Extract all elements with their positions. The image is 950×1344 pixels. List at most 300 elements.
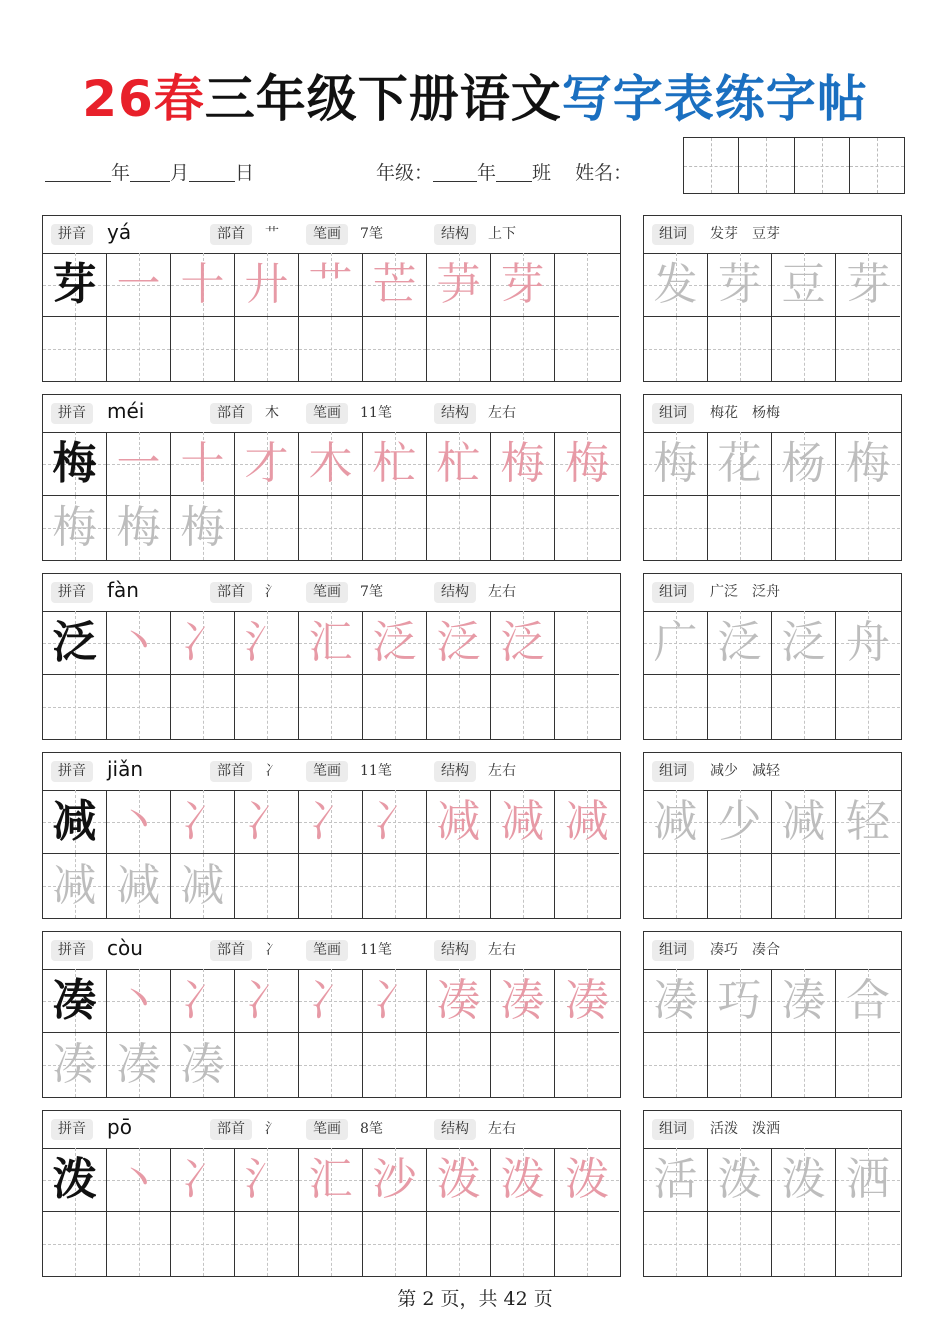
month-field[interactable] bbox=[130, 163, 170, 182]
word-trace-character: 豆 bbox=[781, 259, 826, 310]
word-cell[interactable] bbox=[644, 317, 708, 381]
title-part-3: 写字表练字帖 bbox=[561, 70, 868, 128]
page-number: 第 2 页，共 42 页 bbox=[397, 1288, 553, 1310]
word-cell[interactable] bbox=[708, 1212, 772, 1276]
word-cell[interactable] bbox=[708, 854, 772, 918]
word-cell[interactable] bbox=[836, 253, 900, 317]
pinyin-label: 拼音 bbox=[51, 761, 93, 782]
stroke-order-character: 减 bbox=[436, 796, 481, 847]
title-part-2: 三年级下册语文 bbox=[204, 70, 562, 128]
word-cell[interactable] bbox=[836, 611, 900, 675]
stroke-order-character: 丶 bbox=[116, 1154, 161, 1205]
writing-cell[interactable] bbox=[363, 675, 427, 739]
structure-label: 结构 bbox=[434, 1119, 476, 1140]
panel-header bbox=[644, 216, 901, 254]
writing-cell[interactable] bbox=[235, 969, 299, 1033]
structure-value: 上下 bbox=[488, 226, 516, 242]
writing-cell[interactable] bbox=[43, 1148, 107, 1212]
stroke-order-character: 梅 bbox=[500, 438, 545, 489]
writing-cell[interactable] bbox=[555, 432, 619, 496]
writing-cell[interactable] bbox=[555, 496, 619, 560]
writing-cell[interactable] bbox=[363, 1212, 427, 1276]
writing-cell[interactable] bbox=[299, 854, 363, 918]
writing-cell[interactable] bbox=[43, 969, 107, 1033]
writing-grid bbox=[43, 432, 620, 560]
word-trace-character: 泛 bbox=[717, 617, 762, 668]
title-part-1: 26春 bbox=[82, 70, 205, 128]
writing-cell[interactable] bbox=[107, 790, 171, 854]
word-cell[interactable] bbox=[772, 317, 836, 381]
writing-cell[interactable] bbox=[299, 496, 363, 560]
writing-cell[interactable] bbox=[171, 496, 235, 560]
radical-value: 冫 bbox=[265, 942, 279, 958]
writing-cell[interactable] bbox=[107, 496, 171, 560]
writing-cell[interactable] bbox=[555, 1212, 619, 1276]
stroke-order-character: 冫 bbox=[180, 975, 225, 1026]
model-character: 凑 bbox=[52, 975, 97, 1026]
word-trace-character: 泛 bbox=[781, 617, 826, 668]
trace-character: 梅 bbox=[52, 502, 97, 553]
stroke-order-character: 杧 bbox=[372, 438, 417, 489]
stroke-order-character: 氵 bbox=[244, 1154, 289, 1205]
word-cell[interactable] bbox=[836, 1033, 900, 1097]
writing-cell[interactable] bbox=[171, 611, 235, 675]
grade-field[interactable] bbox=[433, 163, 477, 182]
writing-cell[interactable] bbox=[427, 790, 491, 854]
name-cell[interactable] bbox=[739, 138, 794, 193]
radical-label: 部首 bbox=[210, 403, 252, 424]
word-trace-character: 减 bbox=[781, 796, 826, 847]
writing-cell[interactable] bbox=[235, 611, 299, 675]
writing-cell[interactable] bbox=[491, 496, 555, 560]
writing-cell[interactable] bbox=[171, 1212, 235, 1276]
word-trace-character: 洒 bbox=[846, 1154, 890, 1205]
word-cell[interactable] bbox=[836, 432, 900, 496]
writing-cell[interactable] bbox=[363, 317, 427, 381]
word-trace-character: 梅 bbox=[846, 438, 890, 489]
word-practice-panel bbox=[643, 931, 902, 1098]
writing-cell[interactable] bbox=[427, 496, 491, 560]
writing-cell[interactable] bbox=[363, 1033, 427, 1097]
stroke-order-character: 泼 bbox=[565, 1154, 609, 1205]
word-trace-character: 凑 bbox=[653, 975, 698, 1026]
word-cell[interactable] bbox=[772, 1033, 836, 1097]
pinyin-value: yá bbox=[107, 220, 132, 244]
writing-cell[interactable] bbox=[107, 1148, 171, 1212]
word-cell[interactable] bbox=[644, 969, 708, 1033]
writing-cell[interactable] bbox=[107, 317, 171, 381]
writing-cell[interactable] bbox=[299, 611, 363, 675]
writing-grid bbox=[43, 611, 620, 739]
writing-cell[interactable] bbox=[107, 253, 171, 317]
stroke-order-character: 杧 bbox=[436, 438, 481, 489]
words-value: 广泛 泛舟 bbox=[710, 584, 780, 600]
radical-value: 冫 bbox=[265, 763, 279, 779]
stroke-order-character: 冫 bbox=[180, 1154, 225, 1205]
radical-label: 部首 bbox=[210, 582, 252, 603]
name-cell[interactable] bbox=[795, 138, 850, 193]
word-trace-character: 巧 bbox=[717, 975, 762, 1026]
writing-cell[interactable] bbox=[43, 1212, 107, 1276]
word-practice-panel bbox=[643, 215, 902, 382]
panel-header bbox=[43, 753, 620, 791]
writing-cell[interactable] bbox=[171, 1033, 235, 1097]
structure-value: 左右 bbox=[488, 405, 516, 421]
structure-label: 结构 bbox=[434, 940, 476, 961]
writing-cell[interactable] bbox=[43, 317, 107, 381]
writing-cell[interactable] bbox=[43, 854, 107, 918]
name-cell[interactable] bbox=[850, 138, 904, 193]
radical-label: 部首 bbox=[210, 1119, 252, 1140]
word-cell[interactable] bbox=[772, 1148, 836, 1212]
word-cell[interactable] bbox=[644, 496, 708, 560]
writing-cell[interactable] bbox=[43, 253, 107, 317]
writing-cell[interactable] bbox=[43, 611, 107, 675]
word-practice-panel bbox=[643, 394, 902, 561]
structure-value: 左右 bbox=[488, 763, 516, 779]
stroke-order-character: 冫 bbox=[180, 796, 225, 847]
class-label: 班 bbox=[532, 162, 552, 184]
word-trace-character: 活 bbox=[653, 1154, 698, 1205]
radical-value: 氵 bbox=[265, 1121, 279, 1137]
writing-cell[interactable] bbox=[491, 854, 555, 918]
writing-cell[interactable] bbox=[235, 854, 299, 918]
class-line bbox=[376, 158, 632, 185]
radical-label: 部首 bbox=[210, 940, 252, 961]
strokes-value: 8笔 bbox=[360, 1121, 383, 1137]
writing-cell[interactable] bbox=[107, 854, 171, 918]
stroke-order-character: 减 bbox=[500, 796, 545, 847]
writing-cell[interactable] bbox=[491, 253, 555, 317]
writing-cell[interactable] bbox=[491, 1033, 555, 1097]
stroke-order-character: 凑 bbox=[565, 975, 609, 1026]
word-cell[interactable] bbox=[644, 432, 708, 496]
word-cell[interactable] bbox=[644, 675, 708, 739]
writing-cell[interactable] bbox=[235, 790, 299, 854]
word-cell[interactable] bbox=[644, 1033, 708, 1097]
writing-cell[interactable] bbox=[555, 611, 619, 675]
word-cell[interactable] bbox=[708, 790, 772, 854]
pinyin-label: 拼音 bbox=[51, 403, 93, 424]
stroke-order-character: 泛 bbox=[436, 617, 481, 668]
strokes-label: 笔画 bbox=[306, 940, 348, 961]
name-label: 姓名： bbox=[575, 162, 633, 184]
word-cell[interactable] bbox=[644, 1212, 708, 1276]
word-cell[interactable] bbox=[772, 496, 836, 560]
writing-cell[interactable] bbox=[427, 969, 491, 1033]
words-label: 组词 bbox=[652, 940, 694, 961]
writing-cell[interactable] bbox=[363, 969, 427, 1033]
stroke-order-character: 艹 bbox=[308, 259, 353, 310]
writing-cell[interactable] bbox=[171, 790, 235, 854]
writing-cell[interactable] bbox=[427, 432, 491, 496]
word-cell[interactable] bbox=[836, 1148, 900, 1212]
writing-cell[interactable] bbox=[235, 317, 299, 381]
writing-cell[interactable] bbox=[235, 432, 299, 496]
model-character: 芽 bbox=[52, 259, 97, 310]
writing-cell[interactable] bbox=[107, 969, 171, 1033]
word-practice-panel bbox=[643, 1110, 902, 1277]
pinyin-value: còu bbox=[107, 936, 143, 960]
writing-cell[interactable] bbox=[491, 317, 555, 381]
panel-header bbox=[644, 932, 901, 970]
word-cell[interactable] bbox=[772, 854, 836, 918]
word-trace-character: 少 bbox=[717, 796, 762, 847]
model-character: 泼 bbox=[52, 1154, 97, 1205]
character-practice-panel bbox=[42, 1110, 621, 1277]
words-value: 减少 减轻 bbox=[710, 763, 780, 779]
word-cell[interactable] bbox=[836, 317, 900, 381]
writing-cell[interactable] bbox=[363, 854, 427, 918]
word-cell[interactable] bbox=[708, 317, 772, 381]
writing-cell[interactable] bbox=[555, 1148, 619, 1212]
stroke-order-character: 汇 bbox=[308, 617, 353, 668]
stroke-order-character: 沙 bbox=[372, 1154, 417, 1205]
year-field[interactable] bbox=[45, 163, 111, 182]
trace-character: 凑 bbox=[52, 1039, 97, 1090]
strokes-value: 11笔 bbox=[360, 942, 392, 958]
day-label: 日 bbox=[235, 162, 255, 184]
word-cell[interactable] bbox=[836, 969, 900, 1033]
word-cell[interactable] bbox=[708, 969, 772, 1033]
stroke-order-character: 凑 bbox=[436, 975, 481, 1026]
stroke-order-character: 泼 bbox=[500, 1154, 545, 1205]
writing-cell[interactable] bbox=[171, 432, 235, 496]
month-label: 月 bbox=[170, 162, 190, 184]
word-cell[interactable] bbox=[772, 1212, 836, 1276]
writing-cell[interactable] bbox=[427, 1033, 491, 1097]
radical-value: 氵 bbox=[265, 584, 279, 600]
writing-cell[interactable] bbox=[171, 317, 235, 381]
writing-cell[interactable] bbox=[491, 432, 555, 496]
word-cell[interactable] bbox=[644, 790, 708, 854]
date-line bbox=[45, 158, 254, 185]
panel-header bbox=[43, 395, 620, 433]
writing-cell[interactable] bbox=[555, 854, 619, 918]
writing-cell[interactable] bbox=[491, 1148, 555, 1212]
writing-cell[interactable] bbox=[427, 253, 491, 317]
pinyin-label: 拼音 bbox=[51, 224, 93, 245]
writing-cell[interactable] bbox=[427, 675, 491, 739]
stroke-order-character: 丶 bbox=[116, 975, 161, 1026]
writing-cell[interactable] bbox=[555, 790, 619, 854]
stroke-order-character: 冫 bbox=[372, 796, 417, 847]
word-cell[interactable] bbox=[644, 854, 708, 918]
word-trace-character: 芽 bbox=[846, 259, 890, 310]
writing-cell[interactable] bbox=[107, 611, 171, 675]
writing-cell[interactable] bbox=[43, 675, 107, 739]
word-cell[interactable] bbox=[708, 611, 772, 675]
writing-cell[interactable] bbox=[363, 1148, 427, 1212]
word-grid bbox=[644, 432, 901, 560]
writing-cell[interactable] bbox=[555, 1033, 619, 1097]
writing-cell[interactable] bbox=[427, 317, 491, 381]
word-cell[interactable] bbox=[772, 253, 836, 317]
word-cell[interactable] bbox=[708, 496, 772, 560]
panel-header bbox=[644, 1111, 901, 1149]
word-cell[interactable] bbox=[644, 1148, 708, 1212]
writing-cell[interactable] bbox=[107, 432, 171, 496]
writing-cell[interactable] bbox=[43, 496, 107, 560]
writing-cell[interactable] bbox=[555, 253, 619, 317]
strokes-label: 笔画 bbox=[306, 224, 348, 245]
writing-cell[interactable] bbox=[171, 969, 235, 1033]
writing-cell[interactable] bbox=[491, 611, 555, 675]
strokes-label: 笔画 bbox=[306, 1119, 348, 1140]
writing-cell[interactable] bbox=[427, 611, 491, 675]
words-value: 发芽 豆芽 bbox=[710, 226, 780, 242]
writing-cell[interactable] bbox=[171, 1148, 235, 1212]
words-value: 凑巧 凑合 bbox=[710, 942, 780, 958]
grade-year-label: 年 bbox=[477, 162, 497, 184]
radical-value: 木 bbox=[265, 405, 279, 421]
writing-cell[interactable] bbox=[235, 496, 299, 560]
word-cell[interactable] bbox=[836, 496, 900, 560]
writing-cell[interactable] bbox=[427, 1148, 491, 1212]
word-cell[interactable] bbox=[836, 790, 900, 854]
writing-cell[interactable] bbox=[107, 675, 171, 739]
word-cell[interactable] bbox=[772, 675, 836, 739]
writing-cell[interactable] bbox=[107, 1212, 171, 1276]
stroke-order-character: 十 bbox=[180, 438, 225, 489]
trace-character: 减 bbox=[180, 860, 225, 911]
word-grid bbox=[644, 253, 901, 381]
writing-cell[interactable] bbox=[43, 1033, 107, 1097]
writing-cell[interactable] bbox=[491, 1212, 555, 1276]
word-practice-panel bbox=[643, 752, 902, 919]
writing-grid bbox=[43, 253, 620, 381]
stroke-order-character: 冫 bbox=[308, 796, 353, 847]
writing-cell[interactable] bbox=[299, 317, 363, 381]
stroke-order-character: 一 bbox=[116, 438, 161, 489]
word-trace-character: 芽 bbox=[717, 259, 762, 310]
writing-cell[interactable] bbox=[235, 1148, 299, 1212]
writing-cell[interactable] bbox=[363, 790, 427, 854]
word-cell[interactable] bbox=[708, 432, 772, 496]
writing-cell[interactable] bbox=[299, 1212, 363, 1276]
writing-cell[interactable] bbox=[171, 854, 235, 918]
stroke-order-character: 泛 bbox=[372, 617, 417, 668]
grade-label: 年级： bbox=[376, 162, 434, 184]
writing-cell[interactable] bbox=[555, 969, 619, 1033]
word-cell[interactable] bbox=[772, 611, 836, 675]
name-cell[interactable] bbox=[684, 138, 739, 193]
writing-cell[interactable] bbox=[491, 969, 555, 1033]
character-practice-panel bbox=[42, 931, 621, 1098]
pinyin-value: pō bbox=[107, 1115, 132, 1139]
structure-value: 左右 bbox=[488, 1121, 516, 1137]
writing-cell[interactable] bbox=[299, 969, 363, 1033]
structure-label: 结构 bbox=[434, 403, 476, 424]
word-cell[interactable] bbox=[836, 1212, 900, 1276]
writing-cell[interactable] bbox=[43, 432, 107, 496]
word-grid bbox=[644, 790, 901, 918]
stroke-order-character: 丶 bbox=[116, 796, 161, 847]
writing-cell[interactable] bbox=[363, 496, 427, 560]
pinyin-value: fàn bbox=[107, 578, 139, 602]
word-cell[interactable] bbox=[708, 253, 772, 317]
radical-label: 部首 bbox=[210, 224, 252, 245]
word-grid bbox=[644, 969, 901, 1097]
writing-cell[interactable] bbox=[171, 253, 235, 317]
word-cell[interactable] bbox=[772, 969, 836, 1033]
writing-cell[interactable] bbox=[363, 432, 427, 496]
writing-cell[interactable] bbox=[491, 675, 555, 739]
word-cell[interactable] bbox=[708, 675, 772, 739]
words-label: 组词 bbox=[652, 224, 694, 245]
writing-grid bbox=[43, 1148, 620, 1276]
stroke-order-character: 一 bbox=[116, 259, 161, 310]
stroke-order-character: 木 bbox=[308, 438, 353, 489]
stroke-order-character: 冫 bbox=[244, 796, 289, 847]
word-cell[interactable] bbox=[836, 854, 900, 918]
writing-cell[interactable] bbox=[235, 253, 299, 317]
model-character: 减 bbox=[52, 796, 97, 847]
writing-cell[interactable] bbox=[299, 1033, 363, 1097]
writing-cell[interactable] bbox=[555, 317, 619, 381]
writing-cell[interactable] bbox=[171, 675, 235, 739]
character-practice-panel bbox=[42, 573, 621, 740]
writing-cell[interactable] bbox=[299, 432, 363, 496]
words-label: 组词 bbox=[652, 1119, 694, 1140]
word-trace-character: 减 bbox=[653, 796, 698, 847]
stroke-order-character: 冫 bbox=[308, 975, 353, 1026]
word-cell[interactable] bbox=[644, 253, 708, 317]
word-cell[interactable] bbox=[708, 1033, 772, 1097]
radical-label: 部首 bbox=[210, 761, 252, 782]
strokes-label: 笔画 bbox=[306, 403, 348, 424]
writing-cell[interactable] bbox=[299, 1148, 363, 1212]
writing-cell[interactable] bbox=[555, 675, 619, 739]
writing-cell[interactable] bbox=[235, 675, 299, 739]
writing-cell[interactable] bbox=[491, 790, 555, 854]
writing-cell[interactable] bbox=[299, 675, 363, 739]
writing-cell[interactable] bbox=[43, 790, 107, 854]
writing-cell[interactable] bbox=[235, 1212, 299, 1276]
word-cell[interactable] bbox=[836, 675, 900, 739]
word-cell[interactable] bbox=[644, 611, 708, 675]
word-cell[interactable] bbox=[772, 790, 836, 854]
trace-character: 减 bbox=[116, 860, 161, 911]
writing-cell[interactable] bbox=[235, 1033, 299, 1097]
word-cell[interactable] bbox=[772, 432, 836, 496]
stroke-order-character: 丶 bbox=[116, 617, 161, 668]
day-field[interactable] bbox=[189, 163, 235, 182]
name-grid[interactable] bbox=[683, 137, 905, 194]
stroke-order-character: 泼 bbox=[436, 1154, 481, 1205]
stroke-order-character: 氵 bbox=[244, 617, 289, 668]
pinyin-value: méi bbox=[107, 399, 145, 423]
writing-cell[interactable] bbox=[299, 253, 363, 317]
writing-cell[interactable] bbox=[363, 253, 427, 317]
strokes-value: 11笔 bbox=[360, 763, 392, 779]
word-trace-character: 杨 bbox=[781, 438, 826, 489]
writing-cell[interactable] bbox=[299, 790, 363, 854]
word-cell[interactable] bbox=[708, 1148, 772, 1212]
word-trace-character: 花 bbox=[717, 438, 762, 489]
writing-cell[interactable] bbox=[363, 611, 427, 675]
writing-cell[interactable] bbox=[427, 854, 491, 918]
writing-cell[interactable] bbox=[427, 1212, 491, 1276]
writing-cell[interactable] bbox=[107, 1033, 171, 1097]
class-field[interactable] bbox=[496, 163, 532, 182]
model-character: 梅 bbox=[52, 438, 97, 489]
trace-character: 梅 bbox=[116, 502, 161, 553]
pinyin-label: 拼音 bbox=[51, 940, 93, 961]
structure-label: 结构 bbox=[434, 582, 476, 603]
pinyin-value: jiǎn bbox=[107, 757, 144, 781]
stroke-order-character: 减 bbox=[565, 796, 609, 847]
